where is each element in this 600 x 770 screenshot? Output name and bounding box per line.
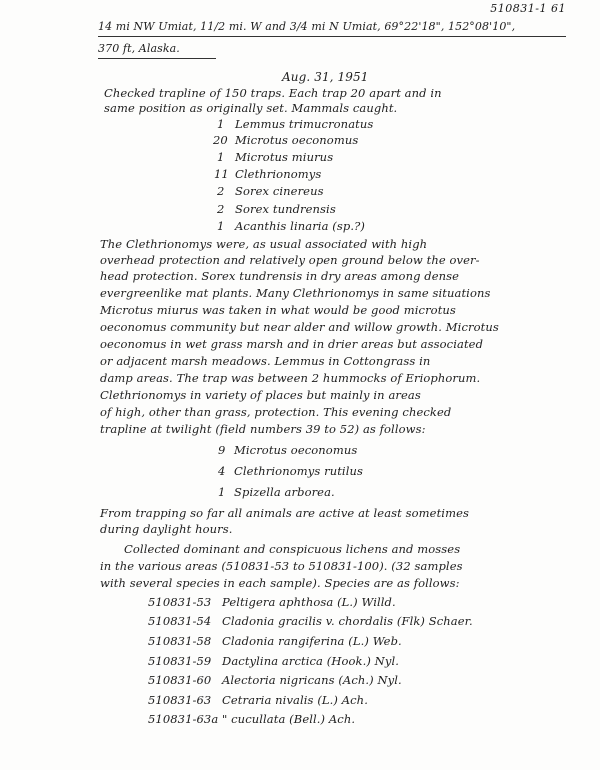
body-line: Microtus miurus was taken in what would be good microtus — [100, 303, 456, 317]
catch-count: 2 — [217, 202, 225, 216]
catch-count: 1 — [217, 117, 225, 131]
specimen-name: Cetraria nivalis (L.) Ach. — [222, 693, 368, 707]
entry-date: Aug. 31, 1951 — [282, 70, 369, 84]
catch-count: 1 — [218, 485, 226, 499]
catch-species: Microtus oeconomus — [235, 133, 359, 147]
specimen-number: 510831-58 — [148, 634, 212, 648]
body-line: trapline at twilight (field numbers 39 to 52) as follows: — [100, 422, 426, 436]
catch-species: Microtus oeconomus — [234, 443, 358, 457]
catch-count: 9 — [218, 443, 226, 457]
catch-species: Acanthis linaria (sp.?) — [235, 219, 365, 233]
specimen-name: Cladonia gracilis v. chordalis (Flk) Schaer. — [222, 614, 473, 628]
catch-count: 11 — [214, 167, 229, 181]
catch-species: Sorex tundrensis — [235, 202, 336, 216]
lichen-intro-line: in the various areas (510831-53 to 510831-100). (32 samples — [100, 559, 463, 573]
intro-line-1: Checked trapline of 150 traps. Each trap 20 apart and in — [104, 86, 442, 100]
catch-species: Microtus miurus — [235, 150, 334, 164]
specimen-number: 510831-53 — [148, 595, 212, 609]
specimen-name: Peltigera aphthosa (L.) Willd. — [222, 595, 396, 609]
trapping-note-line: during daylight hours. — [100, 522, 233, 536]
intro-line-2: same position as originally set. Mammals caught. — [104, 101, 398, 115]
body-line: oeconomus in wet grass marsh and in drier areas but associated — [100, 337, 484, 351]
body-line: oeconomus community but near alder and willow growth. Microtus — [100, 320, 499, 334]
specimen-reference-number: 510831-1 61 — [490, 2, 566, 15]
specimen-number: 510831-63 — [148, 693, 212, 707]
body-line: head protection. Sorex tundrensis in dry areas among dense — [100, 269, 460, 283]
specimen-number: 510831-59 — [148, 654, 212, 668]
location-underline-1 — [98, 36, 566, 37]
specimen-name: " cucullata (Bell.) Ach. — [222, 712, 356, 726]
catch-count: 20 — [213, 133, 228, 147]
catch-species: Clethrionomys rutilus — [234, 464, 363, 478]
body-line: evergreenlike mat plants. Many Clethrionomys in same situations — [100, 286, 491, 300]
body-line: or adjacent marsh meadows. Lemmus in Cottongrass in — [100, 354, 431, 368]
specimen-number: 510831-60 — [148, 673, 212, 687]
catch-species: Spizella arborea. — [234, 485, 335, 499]
catch-species: Lemmus trimucronatus — [235, 117, 374, 131]
lichen-intro-line: with several species in each sample). Species are as follows: — [100, 576, 460, 590]
specimen-name: Alectoria nigricans (Ach.) Nyl. — [222, 673, 402, 687]
location-underline-2 — [98, 58, 216, 59]
catch-count: 1 — [217, 219, 225, 233]
trapping-note-line: From trapping so far all animals are active at least sometimes — [100, 506, 469, 520]
specimen-name: Dactylina arctica (Hook.) Nyl. — [222, 654, 399, 668]
body-line: overhead protection and relatively open ground below the over- — [100, 253, 480, 267]
body-line: of high, other than grass, protection. This evening checked — [100, 405, 452, 419]
lichen-intro-line: Collected dominant and conspicuous lichens and mosses — [124, 542, 461, 556]
specimen-name: Cladonia rangiferina (L.) Web. — [222, 634, 402, 648]
location-line-1: 14 mi NW Umiat, 11/2 mi. W and 3/4 mi N Umiat, 69°22'18", 152°08'10", — [98, 20, 516, 33]
body-line: Clethrionomys in variety of places but mainly in areas — [100, 388, 421, 402]
specimen-number: 510831-54 — [148, 614, 212, 628]
catch-species: Sorex cinereus — [235, 184, 324, 198]
specimen-number: 510831-63a — [148, 712, 219, 726]
catch-count: 1 — [217, 150, 225, 164]
catch-count: 2 — [217, 184, 225, 198]
location-line-2: 370 ft, Alaska. — [98, 42, 180, 55]
catch-species: Clethrionomys — [235, 167, 322, 181]
body-line: The Clethrionomys were, as usual associated with high — [100, 237, 428, 251]
body-line: damp areas. The trap was between 2 hummocks of Eriophorum. — [100, 371, 481, 385]
catch-count: 4 — [218, 464, 226, 478]
